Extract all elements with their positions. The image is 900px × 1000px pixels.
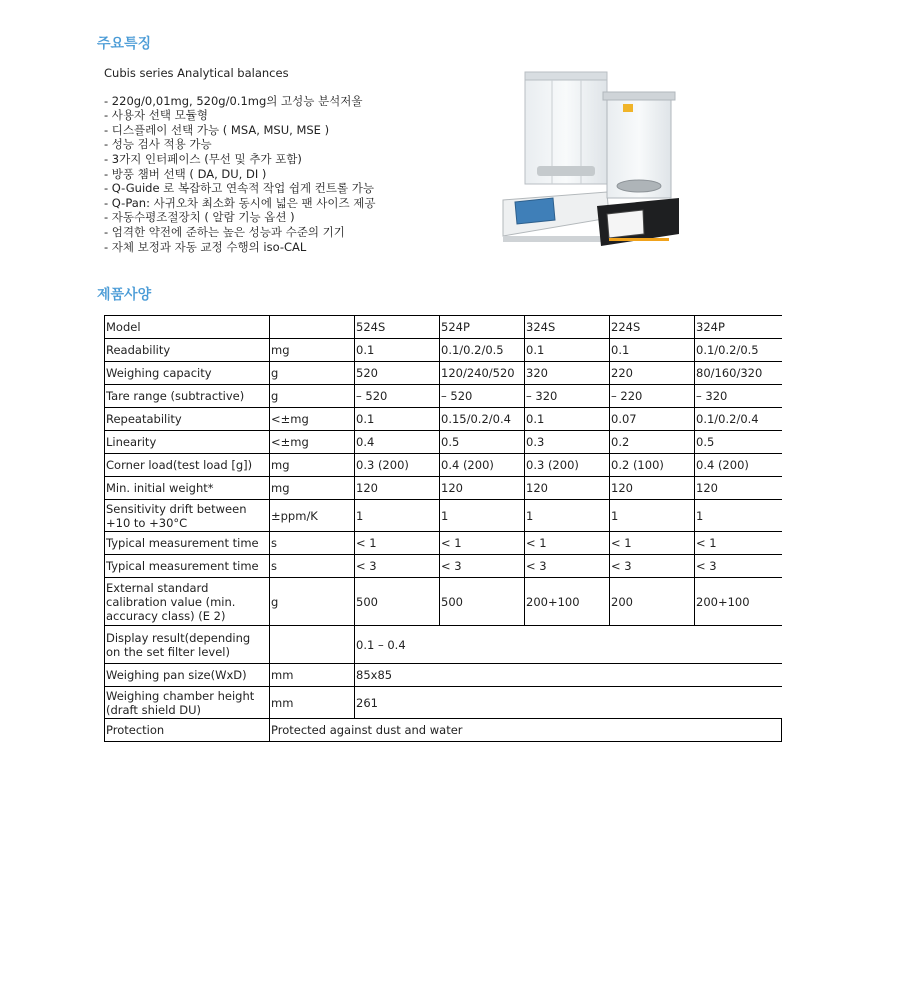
value-cell: 0.3 — [525, 431, 610, 454]
feature-item: - 자체 보정과 자동 교정 수행의 iso-CAL — [104, 239, 307, 254]
value-cell: < 3 — [695, 555, 782, 578]
row-label: Sensitivity drift between +10 to +30°C — [105, 500, 270, 532]
row-label: Weighing capacity — [105, 362, 270, 385]
value-cell: 1 — [525, 500, 610, 532]
value-cell: 320 — [525, 362, 610, 385]
value-cell: 200+100 — [695, 578, 782, 626]
row-label: Linearity — [105, 431, 270, 454]
value-cell: 0.1 — [355, 408, 440, 431]
feature-item: - Q-Guide 로 복잡하고 연속적 작업 쉽게 컨트롤 가능 — [104, 181, 374, 196]
feature-item: - 디스플레이 선택 가능 ( MSA, MSU, MSE ) — [104, 122, 330, 137]
table-row — [105, 532, 782, 555]
value-cell: 120 — [440, 477, 525, 500]
value-cell: 0.1/0.2/0.4 — [695, 408, 782, 431]
value-cell: 200+100 — [525, 578, 610, 626]
table-row-display-result — [105, 626, 782, 664]
value-cell: 0.1 — [525, 408, 610, 431]
value-cell: < 3 — [610, 555, 695, 578]
value-cell: 0.2 — [610, 431, 695, 454]
row-label: Min. initial weight* — [105, 477, 270, 500]
value-cell: – 520 — [440, 385, 525, 408]
unit-cell: mg — [270, 339, 355, 362]
spec-table — [104, 315, 782, 742]
value-cell: 0.1 — [525, 339, 610, 362]
value-cell: 0.3 (200) — [355, 454, 440, 477]
table-row-protection — [105, 719, 782, 742]
unit-cell: mg — [270, 454, 355, 477]
model-cell: 524P — [440, 316, 525, 339]
value-cell: 200 — [610, 578, 695, 626]
value-cell: < 3 — [525, 555, 610, 578]
unit-cell: mm — [270, 687, 355, 719]
table-row — [105, 431, 782, 454]
feature-item: - 사용자 선택 모듈형 — [104, 108, 208, 123]
features-block — [104, 66, 376, 254]
table-row — [105, 500, 782, 532]
table-row — [105, 578, 782, 626]
value-cell: 0.4 — [355, 431, 440, 454]
specs-heading: 제품사양 — [97, 287, 152, 303]
value-cell: 0.07 — [610, 408, 695, 431]
feature-item: - 자동수평조절장치 ( 알람 기능 옵션 ) — [104, 210, 295, 225]
value-cell: 1 — [355, 500, 440, 532]
table-row — [105, 362, 782, 385]
value-cell: Protected against dust and water — [270, 719, 782, 742]
table-row — [105, 408, 782, 431]
table-row — [105, 339, 782, 362]
row-label: Typical measurement time — [105, 532, 270, 555]
unit-cell: <±mg — [270, 408, 355, 431]
value-cell: < 1 — [695, 532, 782, 555]
value-cell: < 1 — [440, 532, 525, 555]
unit-cell: g — [270, 578, 355, 626]
row-label: Repeatability — [105, 408, 270, 431]
value-cell: < 1 — [610, 532, 695, 555]
table-row-model — [105, 316, 782, 339]
unit-cell — [270, 626, 355, 664]
table-row — [105, 454, 782, 477]
row-label: Weighing pan size(WxD) — [105, 664, 270, 687]
value-cell: 1 — [695, 500, 782, 532]
value-cell: 1 — [610, 500, 695, 532]
value-cell: – 220 — [610, 385, 695, 408]
row-label: Weighing chamber height (draft shield DU) — [105, 687, 270, 719]
value-cell: 0.1 — [610, 339, 695, 362]
feature-item: - 엄격한 약전에 준하는 높은 성능과 수준의 기기 — [104, 224, 345, 239]
row-label: Display result(depending on the set filter level) — [105, 626, 270, 664]
row-label: Protection — [105, 719, 270, 742]
value-cell: 0.4 (200) — [695, 454, 782, 477]
value-cell: 120 — [695, 477, 782, 500]
table-row — [105, 555, 782, 578]
unit-cell: <±mg — [270, 431, 355, 454]
value-cell: 0.5 — [695, 431, 782, 454]
value-cell: 1 — [440, 500, 525, 532]
row-label: Model — [105, 316, 270, 339]
value-cell: 120 — [610, 477, 695, 500]
value-cell: 500 — [440, 578, 525, 626]
value-cell: < 1 — [355, 532, 440, 555]
model-cell: 224S — [610, 316, 695, 339]
model-cell: 324S — [525, 316, 610, 339]
feature-item: - Q-Pan: 사귀오차 최소화 동시에 넓은 팬 사이즈 제공 — [104, 195, 376, 210]
value-cell: 120 — [525, 477, 610, 500]
value-cell: 520 — [355, 362, 440, 385]
value-cell: 0.3 (200) — [525, 454, 610, 477]
series-name: Cubis series Analytical balances — [104, 66, 289, 80]
feature-item: - 3가지 인터페이스 (무선 및 추가 포함) — [104, 151, 302, 166]
model-cell: 524S — [355, 316, 440, 339]
unit-cell: s — [270, 532, 355, 555]
value-cell: – 320 — [695, 385, 782, 408]
row-label: Tare range (subtractive) — [105, 385, 270, 408]
value-cell: 120/240/520 — [440, 362, 525, 385]
row-label: Corner load(test load [g]) — [105, 454, 270, 477]
unit-cell — [270, 316, 355, 339]
analytical-balance-image — [497, 68, 683, 254]
table-row — [105, 477, 782, 500]
value-cell: 500 — [355, 578, 440, 626]
unit-cell: s — [270, 555, 355, 578]
model-cell: 324P — [695, 316, 782, 339]
value-cell: 0.1 — [355, 339, 440, 362]
table-row — [105, 385, 782, 408]
value-cell: 120 — [355, 477, 440, 500]
value-cell: 0.5 — [440, 431, 525, 454]
value-cell: 220 — [610, 362, 695, 385]
table-row-chamber-height — [105, 687, 782, 719]
feature-item: - 성능 검사 적용 가능 — [104, 137, 212, 152]
feature-item: - 220g/0,01mg, 520g/0.1mg의 고성능 분석저울 — [104, 93, 363, 108]
table-row-pan-size — [105, 664, 782, 687]
row-label: Readability — [105, 339, 270, 362]
value-cell: < 1 — [525, 532, 610, 555]
features-heading: 주요특징 — [97, 36, 152, 52]
value-cell: < 3 — [440, 555, 525, 578]
unit-cell: g — [270, 385, 355, 408]
value-cell: 0.1/0.2/0.5 — [695, 339, 782, 362]
unit-cell: g — [270, 362, 355, 385]
row-label: Typical measurement time — [105, 555, 270, 578]
row-label: External standard calibration value (min. accuracy class) (E 2) — [105, 578, 270, 626]
value-cell: < 3 — [355, 555, 440, 578]
value-cell: 0.1/0.2/0.5 — [440, 339, 525, 362]
value-cell: 261 — [355, 687, 782, 719]
unit-cell: mm — [270, 664, 355, 687]
value-cell: 80/160/320 — [695, 362, 782, 385]
value-cell: 0.1 – 0.4 — [355, 626, 782, 664]
unit-cell: mg — [270, 477, 355, 500]
value-cell: 0.4 (200) — [440, 454, 525, 477]
feature-item: - 방풍 챔버 선택 ( DA, DU, DI ) — [104, 166, 267, 181]
value-cell: – 520 — [355, 385, 440, 408]
value-cell: 0.2 (100) — [610, 454, 695, 477]
value-cell: 85x85 — [355, 664, 782, 687]
unit-cell: ±ppm/K — [270, 500, 355, 532]
value-cell: – 320 — [525, 385, 610, 408]
value-cell: 0.15/0.2/0.4 — [440, 408, 525, 431]
